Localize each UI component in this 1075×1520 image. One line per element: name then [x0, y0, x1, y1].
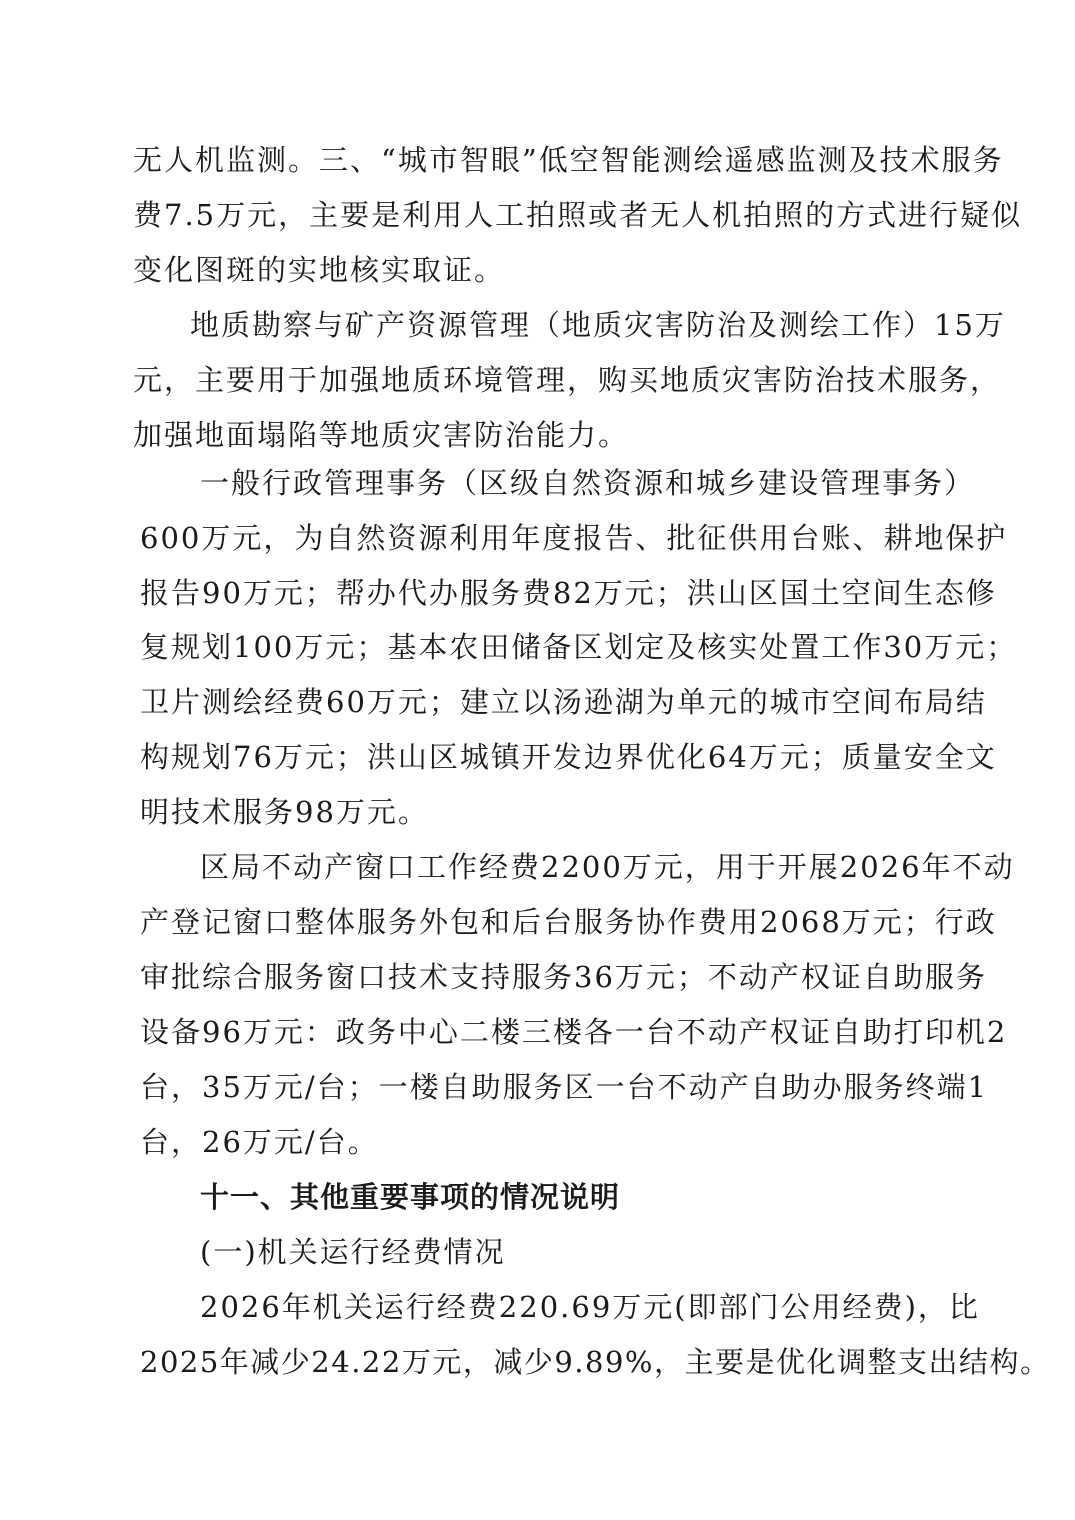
subsection-heading: (一)机关运行经费情况 [200, 1235, 506, 1269]
paragraph-4-line-1: 区局不动产窗口工作经费2200万元，用于开展2026年不动 [200, 850, 1015, 884]
paragraph-4-line-4: 设备96万元：政务中心二楼三楼各一台不动产权证自助打印机2 [140, 1015, 1008, 1049]
paragraph-4-line-5: 台，35万元/台；一楼自助服务区一台不动产自助办服务终端1 [140, 1070, 989, 1104]
paragraph-3-line-6: 构规划76万元；洪山区城镇开发边界优化64万元；质量安全文 [140, 740, 997, 774]
paragraph-3-line-1: 一般行政管理事务（区级自然资源和城乡建设管理事务） [200, 466, 976, 500]
paragraph-1-line-2: 费7.5万元，主要是利用人工拍照或者无人机拍照的方式进行疑似 [133, 198, 1023, 232]
paragraph-2-line-2: 元，主要用于加强地质环境管理，购买地质灾害防治技术服务， [133, 363, 1002, 397]
paragraph-4-line-3: 审批综合服务窗口技术支持服务36万元；不动产权证自助服务 [140, 960, 987, 994]
paragraph-2-line-3: 加强地面塌陷等地质灾害防治能力。 [133, 418, 630, 452]
paragraph-3-line-3: 报告90万元；帮办代办服务费82万元；洪山区国土空间生态修 [140, 576, 997, 610]
paragraph-3-line-2: 600万元，为自然资源利用年度报告、批征供用台账、耕地保护 [140, 521, 1008, 555]
paragraph-2-line-1: 地质勘察与矿产资源管理（地质灾害防治及测绘工作）15万 [190, 308, 1006, 342]
paragraph-1-line-3: 变化图斑的实地核实取证。 [133, 253, 506, 287]
paragraph-3-line-7: 明技术服务98万元。 [140, 795, 429, 829]
section-heading: 十一、其他重要事项的情况说明 [200, 1180, 621, 1214]
paragraph-3-line-5: 卫片测绘经费60万元；建立以汤逊湖为单元的城市空间布局结 [140, 685, 987, 719]
final-paragraph-line-1: 2026年机关运行经费220.69万元(即部门公用经费)，比 [200, 1290, 980, 1324]
final-paragraph-line-2: 2025年减少24.22万元，减少9.89%，主要是优化调整支出结构。 [140, 1345, 1051, 1379]
paragraph-3-line-4: 复规划100万元；基本农田储备区划定及核实处置工作30万元； [140, 630, 1018, 664]
paragraph-4-line-2: 产登记窗口整体服务外包和后台服务协作费用2068万元；行政 [140, 905, 997, 939]
paragraph-1-line-1: 无人机监测。三、“城市智眼”低空智能测绘遥感监测及技术服务 [133, 143, 1004, 177]
paragraph-4-line-6: 台，26万元/台。 [140, 1125, 379, 1159]
